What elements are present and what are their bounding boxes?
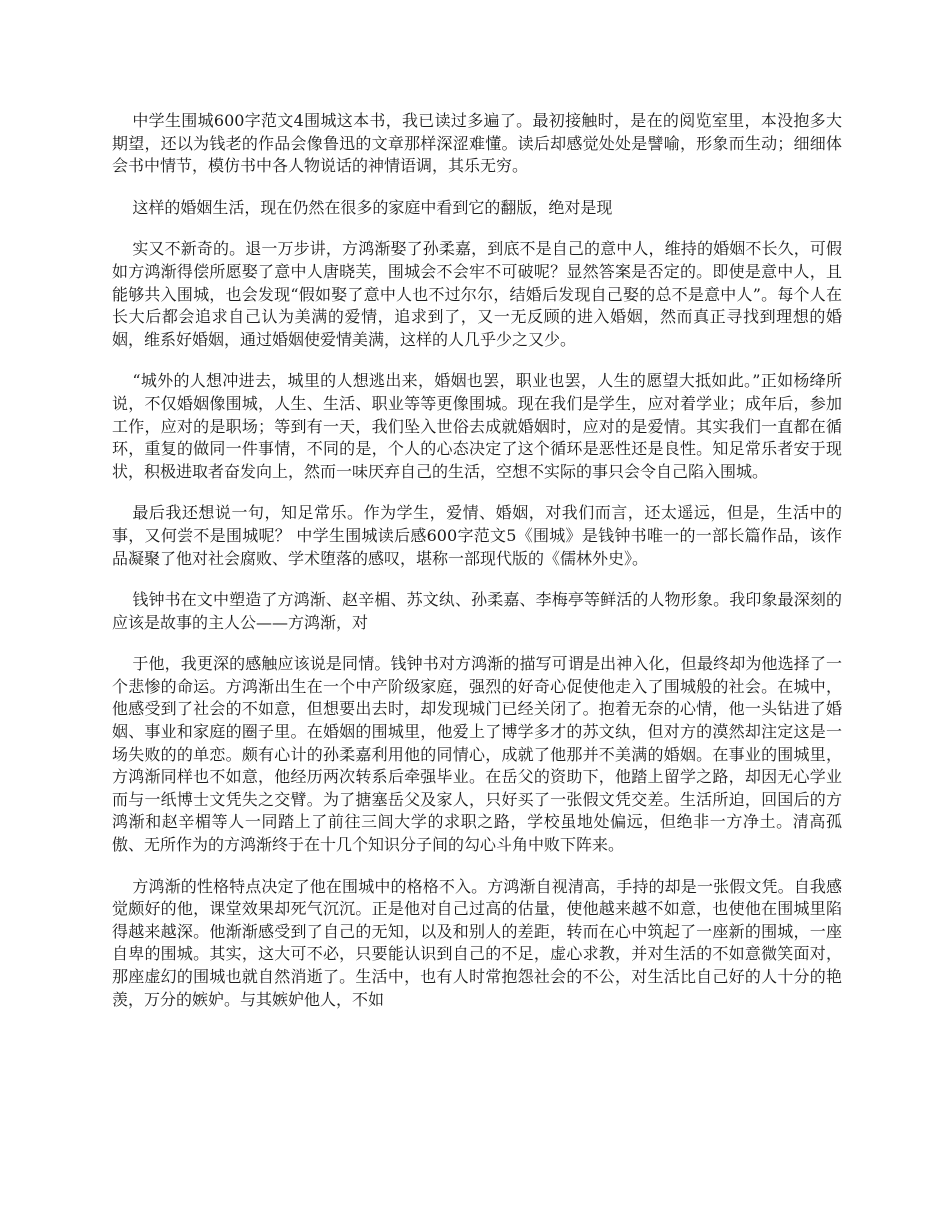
paragraph-4: “城外的人想冲进去，城里的人想逃出来，婚姻也罢，职业也罢，人生的愿望大抵如此。”正如杨绛所说，不仅婚姻像围城，人生、生活、职业等等更像围城。现在我们是学生，应对着学业；成年后，参加工作，应对的是职场；等到有一天，我们坠入世俗去成就婚姻时，应对的是爱情。其实我们一直都在循环，重复的做同一件事情，不同的是，个人的心态决定了这个循环是恶性还是良性。知足常乐者安于现状，积极进取者奋发向上，然而一味厌弃自己的生活，空想不实际的事只会令自己陷入围城。 bbox=[112, 371, 842, 481]
paragraph-5: 最后我还想说一句，知足常乐。作为学生，爱情、婚姻，对我们而言，还太遥远，但是，生活中的事，又何尝不是围城呢？ 中学生围城读后感600字范文5《围城》是钱钟书唯一的一部长篇作品，该作品凝聚了他对社会腐败、学术堕落的感叹，堪称一部现代版的《儒林外史》。 bbox=[112, 503, 842, 568]
paragraph-2: 这样的婚姻生活，现在仍然在很多的家庭中看到它的翻版，绝对是现 bbox=[132, 197, 613, 217]
paragraph-1: 中学生围城600字范文4围城这本书，我已读过多遍了。最初接触时，是在的阅览室里，本没抱多大期望，还以为钱老的作品会像鲁迅的文章那样深涩难懂。读后却感觉处处是譬喻，形象而生动；细细体会书中情节，模仿书中各人物说话的神情语调，其乐无穷。 bbox=[112, 111, 842, 176]
paragraph-7: 于他，我更深的感触应该说是同情。钱钟书对方鸿渐的描写可谓是出神入化，但最终却为他选择了一个悲惨的命运。方鸿渐出生在一个中产阶级家庭，强烈的好奇心促使他走入了围城般的社会。在城中，他感受到了社会的不如意，但想要出去时，却发现城门已经关闭了。抱着无奈的心情，他一头钻进了婚姻、事业和家庭的圈子里。在婚姻的围城里，他爱上了博学多才的苏文纨，但对方的漠然却注定这是一场失败的的单恋。颇有心计的孙柔嘉利用他的同情心，成就了他那并不美满的婚姻。在事业的围城里，方鸿渐同样也不如意，他经历两次转系后牵强毕业。在岳父的资助下，他踏上留学之路，却因无心学业而与一纸博士文凭失之交臂。为了搪塞岳父及家人，只好买了一张假文凭交差。生活所迫，回国后的方鸿渐和赵辛楣等人一同踏上了前往三闾大学的求职之路，学校虽地处偏远，但绝非一方净土。清高孤傲、无所作为的方鸿渐终于在十几个知识分子间的勾心斗角中败下阵来。 bbox=[112, 654, 842, 855]
paragraph-6: 钱钟书在文中塑造了方鸿渐、赵辛楣、苏文纨、孙柔嘉、李梅亭等鲜活的人物形象。我印象最深刻的应该是故事的主人公——方鸿渐，对 bbox=[112, 590, 842, 632]
paragraph-8: 方鸿渐的性格特点决定了他在围城中的格格不入。方鸿渐自视清高，手持的却是一张假文凭。自我感觉颇好的他，课堂效果却死气沉沉。正是他对自己过高的估量，使他越来越不如意，也使他在围城里陷得越来越深。他渐渐感受到了自己的无知，以及和别人的差距，转而在心中筑起了一座新的围城，一座自卑的围城。其实，这大可不必，只要能认识到自己的不足，虚心求教，并对生活的不如意微笑面对，那座虚幻的围城也就自然消逝了。生活中，也有人时常抱怨社会的不公，对生活比自己好的人十分的艳羡，万分的嫉妒。与其嫉妒他人，不如 bbox=[112, 876, 842, 1009]
document-page bbox=[112, 110, 842, 1030]
paragraph-3: 实又不新奇的。退一万步讲，方鸿渐娶了孙柔嘉，到底不是自己的意中人，维持的婚姻不长久，可假如方鸿渐得偿所愿娶了意中人唐晓芙，围城会不会牢不可破呢？显然答案是否定的。即使是意中人，且能够共入围城，也会发现“假如娶了意中人也不过尔尔，结婚后发现自己娶的总不是意中人”。每个人在长大后都会追求自己认为美满的爱情，追求到了，又一无反顾的进入婚姻，然而真正寻找到理想的婚姻，维系好婚姻，通过婚姻使爱情美满，这样的人几乎少之又少。 bbox=[112, 239, 842, 349]
